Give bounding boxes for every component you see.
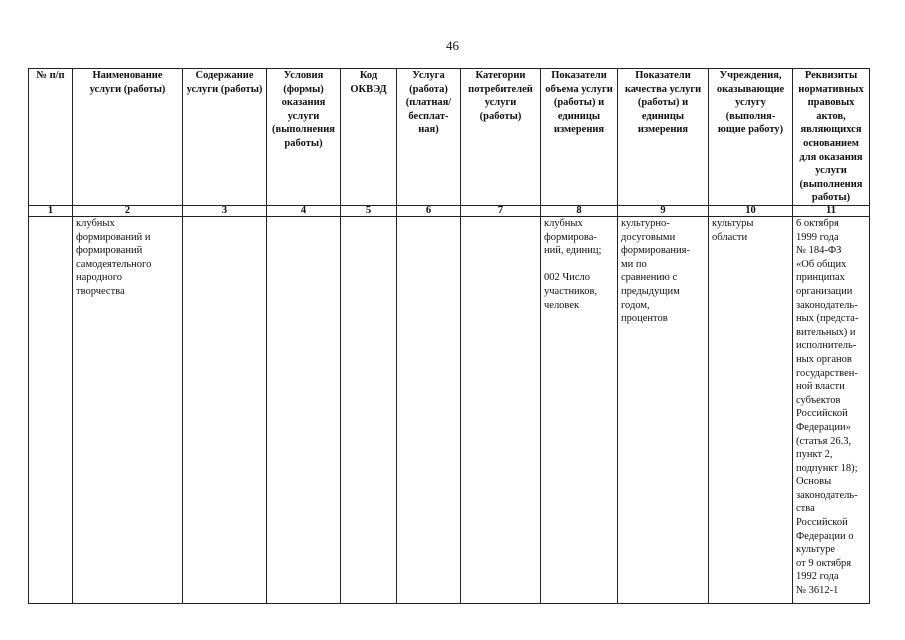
- cell-paid-free: [397, 217, 461, 604]
- col-number-6: 6: [397, 206, 461, 217]
- col-header-paid-free: Услуга (работа) (платная/ бесплат-ная): [397, 69, 461, 206]
- cell-conditions: [267, 217, 341, 604]
- col-number-2: 2: [73, 206, 183, 217]
- col-number-5: 5: [341, 206, 397, 217]
- col-header-consumer-categories: Категории потребителей услуги (работы): [461, 69, 541, 206]
- cell-quality-indicators: культурно- досуговыми формирования- ми по сравнению с предыдущим годом, процентов: [618, 217, 709, 604]
- cell-service-content: [183, 217, 267, 604]
- col-header-number: № п/п: [29, 69, 73, 206]
- cell-institutions: культуры области: [709, 217, 793, 604]
- col-header-legal-acts: Реквизиты нормативных правовых актов, являющихся основанием для оказания услуги (выполнения работы): [793, 69, 870, 206]
- col-header-institutions: Учреждения, оказывающие услугу (выполня-ющие работу): [709, 69, 793, 206]
- col-number-10: 10: [709, 206, 793, 217]
- col-header-service-name: Наименование услуги (работы): [73, 69, 183, 206]
- cell-number: [29, 217, 73, 604]
- cell-okved-code: [341, 217, 397, 604]
- col-header-quality-indicators: Показатели качества услуги (работы) и единицы измерения: [618, 69, 709, 206]
- col-number-7: 7: [461, 206, 541, 217]
- cell-service-name: клубных формирований и формирований самодеятельного народного творчества: [73, 217, 183, 604]
- col-number-4: 4: [267, 206, 341, 217]
- col-number-3: 3: [183, 206, 267, 217]
- col-header-okved-code: Код ОКВЭД: [341, 69, 397, 206]
- header-row: [29, 69, 870, 206]
- col-header-volume-indicators: Показатели объема услуги (работы) и единицы измерения: [541, 69, 618, 206]
- services-table: [28, 68, 870, 604]
- col-header-service-content: Содержание услуги (работы): [183, 69, 267, 206]
- col-header-conditions: Условия (формы) оказания услуги (выполнения работы): [267, 69, 341, 206]
- cell-volume-indicators: клубных формирова- ний, единиц; 002 Число участников, человек: [541, 217, 618, 604]
- cell-consumer-categories: [461, 217, 541, 604]
- col-number-11: 11: [793, 206, 870, 217]
- cell-legal-acts: 6 октября 1999 года № 184-ФЗ «Об общих принципах организации законодатель- ных (предста- вительных) и исполнитель- ных органов государствен- ной власти субъектов Российской Федерации» (статья 26.3, пункт 2, подпункт 18); Основы законодатель- ства Российской Федерации о культуре от 9 октября 1992 года № 3612-1: [793, 217, 870, 604]
- page-number: 46: [446, 38, 459, 53]
- col-number-8: 8: [541, 206, 618, 217]
- col-number-1: 1: [29, 206, 73, 217]
- table-row: [29, 217, 870, 604]
- column-number-row: [29, 206, 870, 217]
- col-number-9: 9: [618, 206, 709, 217]
